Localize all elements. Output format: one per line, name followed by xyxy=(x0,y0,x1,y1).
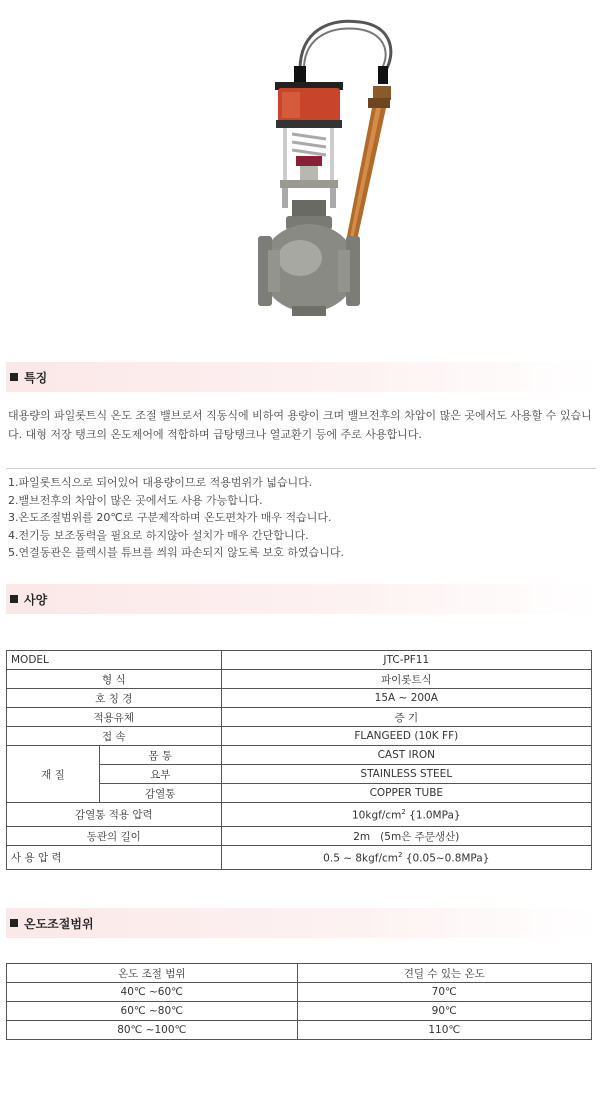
section-bullet-icon xyxy=(10,373,18,381)
table-row xyxy=(7,746,592,765)
range-cell: 60℃ ~80℃ xyxy=(7,1002,298,1021)
material-label: 재 질 xyxy=(7,746,100,803)
size-value: 15A ~ 200A xyxy=(221,689,591,708)
size-label: 호 칭 경 xyxy=(7,689,222,708)
list-item: 3.온도조절범위를 20℃로 구분제작하며 온도편차가 매우 적습니다. xyxy=(8,511,332,524)
tube-length-label: 동관의 길이 xyxy=(7,827,222,846)
pressure-label: 사 용 압 력 xyxy=(7,846,222,870)
table-row xyxy=(7,846,592,870)
table-row xyxy=(7,689,592,708)
feature-list xyxy=(8,474,594,562)
connection-label: 접 속 xyxy=(7,727,222,746)
table-row xyxy=(7,803,592,827)
range-cell: 80℃ ~100℃ xyxy=(7,1021,298,1040)
connection-value: FLANGEED (10K FF) xyxy=(221,727,591,746)
limit-cell: 90℃ xyxy=(297,1002,592,1021)
list-item: 2.밸브전후의 차압이 많은 곳에서도 사용 가능합니다. xyxy=(8,493,263,507)
list-item: 5.연결동관은 플렉시블 튜브를 씌워 파손되지 않도록 보호 하였습니다. xyxy=(8,546,344,559)
pressure-value: 0.5 ~ $8kgf/cm^2$ {0.05~0.8MPa} xyxy=(221,846,591,870)
list-item: 1.파일롯트식으로 되어있어 대용량이므로 적용범위가 넓습니다. xyxy=(8,476,313,489)
table-header-row xyxy=(7,964,592,983)
trim-value: STAINLESS STEEL xyxy=(221,765,591,784)
sensor-label: 감열통 xyxy=(99,784,221,803)
fluid-label: 적용유체 xyxy=(7,708,222,727)
spec-table xyxy=(6,650,592,870)
list-item: 4.전기등 보조동력을 필요로 하지않아 설치가 매우 간단합니다. xyxy=(8,528,309,542)
range-header: 온도 조절 범위 xyxy=(7,964,298,983)
body-value: CAST IRON xyxy=(221,746,591,765)
limit-cell: 70℃ xyxy=(297,983,592,1002)
table-row xyxy=(7,670,592,689)
sensor-value: COPPER TUBE xyxy=(221,784,591,803)
valve-product-image xyxy=(0,0,600,350)
range-section-header xyxy=(6,908,598,938)
table-row xyxy=(7,651,592,670)
table-row xyxy=(7,983,592,1002)
table-row xyxy=(7,1021,592,1040)
section-bullet-icon xyxy=(10,919,18,927)
tube-length-value: 2m (5m은 주문생산) xyxy=(221,827,591,846)
features-section-header xyxy=(6,362,598,392)
spec-section-header xyxy=(6,584,598,614)
section-title: 온도조절범위 xyxy=(24,916,94,931)
divider xyxy=(6,468,596,469)
intro-paragraph: 대용량의 파일롯트식 온도 조절 밸브로서 직동식에 비하여 용량이 크며 밸브전후의 차압이 많은 곳에서도 사용할 수 있습니다. 대형 저장 탱크의 온도제어에 적합하며 급탕탱크나 열교환기 등에 주로 사용합니다. xyxy=(8,409,592,441)
section-title: 특징 xyxy=(24,370,48,385)
table-row xyxy=(7,727,592,746)
range-table xyxy=(6,963,592,1040)
table-row xyxy=(7,1002,592,1021)
section-bullet-icon xyxy=(10,595,18,603)
range-cell: 40℃ ~60℃ xyxy=(7,983,298,1002)
limit-cell: 110℃ xyxy=(297,1021,592,1040)
table-row xyxy=(7,827,592,846)
trim-label: 요부 xyxy=(99,765,221,784)
sensor-pressure-label: 감열통 적용 압력 xyxy=(7,803,222,827)
type-value: 파이롯트식 xyxy=(221,670,591,689)
fluid-value: 증 기 xyxy=(221,708,591,727)
limit-header: 견딜 수 있는 온도 xyxy=(297,964,592,983)
model-label: MODEL xyxy=(7,651,222,670)
body-label: 몸 통 xyxy=(99,746,221,765)
sensor-pressure-value: $10kgf/cm^2$ {1.0MPa} xyxy=(221,803,591,827)
section-title: 사양 xyxy=(24,592,48,607)
model-value: JTC-PF11 xyxy=(221,651,591,670)
table-row xyxy=(7,708,592,727)
type-label: 형 식 xyxy=(7,670,222,689)
